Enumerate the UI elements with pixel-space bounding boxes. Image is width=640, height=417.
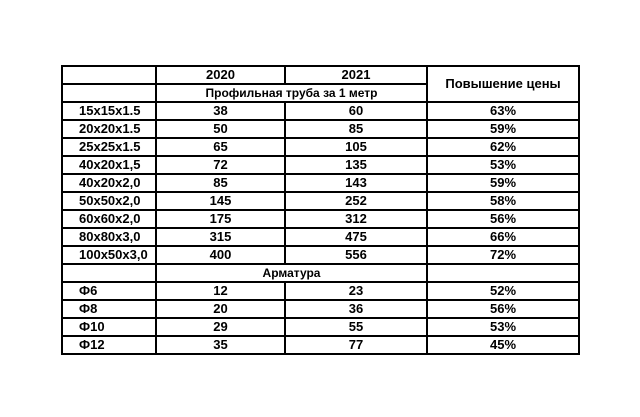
row-2021-cell: 475 — [285, 228, 427, 246]
section-header-empty-cell — [62, 84, 156, 102]
row-name-cell: 15x15x1.5 — [62, 102, 156, 120]
table-row — [62, 156, 579, 174]
row-name-cell: 80x80x3,0 — [62, 228, 156, 246]
table-row — [62, 210, 579, 228]
row-2020-cell: 400 — [156, 246, 285, 264]
row-name-cell: Ф8 — [62, 300, 156, 318]
row-2021-cell: 36 — [285, 300, 427, 318]
row-increase-cell: 56% — [427, 210, 579, 228]
row-increase-cell: 72% — [427, 246, 579, 264]
row-increase-cell: 53% — [427, 156, 579, 174]
table-row — [62, 192, 579, 210]
row-2021-cell: 135 — [285, 156, 427, 174]
row-2020-cell: 29 — [156, 318, 285, 336]
row-name-cell: 20x20x1.5 — [62, 120, 156, 138]
row-2020-cell: 12 — [156, 282, 285, 300]
row-name-cell: 100x50x3,0 — [62, 246, 156, 264]
section-header-empty-cell — [427, 264, 579, 282]
row-name-cell: Ф6 — [62, 282, 156, 300]
row-increase-cell: 59% — [427, 120, 579, 138]
table-row — [62, 282, 579, 300]
row-2021-cell: 312 — [285, 210, 427, 228]
row-2020-cell: 65 — [156, 138, 285, 156]
row-2021-cell: 105 — [285, 138, 427, 156]
section-header-empty-cell — [62, 264, 156, 282]
row-name-cell: 60x60x2,0 — [62, 210, 156, 228]
row-2021-cell: 556 — [285, 246, 427, 264]
row-name-cell: 40x20x1,5 — [62, 156, 156, 174]
row-increase-cell: 52% — [427, 282, 579, 300]
table-row — [62, 138, 579, 156]
row-increase-cell: 58% — [427, 192, 579, 210]
section-title-profile-pipe: Профильная труба за 1 метр — [156, 84, 427, 102]
row-increase-cell: 63% — [427, 102, 579, 120]
row-2020-cell: 72 — [156, 156, 285, 174]
row-2020-cell: 85 — [156, 174, 285, 192]
row-increase-cell: 56% — [427, 300, 579, 318]
header-year-2021: 2021 — [285, 66, 427, 84]
table-row — [62, 246, 579, 264]
table-row — [62, 336, 579, 354]
row-2020-cell: 20 — [156, 300, 285, 318]
row-2021-cell: 85 — [285, 120, 427, 138]
row-2021-cell: 77 — [285, 336, 427, 354]
row-2021-cell: 23 — [285, 282, 427, 300]
row-2020-cell: 35 — [156, 336, 285, 354]
price-table — [61, 65, 580, 355]
price-table-body — [62, 66, 579, 354]
header-price-increase: Повышение цены — [427, 66, 579, 102]
row-2020-cell: 145 — [156, 192, 285, 210]
row-name-cell: 50x50x2,0 — [62, 192, 156, 210]
row-increase-cell: 53% — [427, 318, 579, 336]
table-row — [62, 174, 579, 192]
row-2021-cell: 143 — [285, 174, 427, 192]
row-2020-cell: 315 — [156, 228, 285, 246]
row-name-cell: Ф10 — [62, 318, 156, 336]
table-row — [62, 318, 579, 336]
row-increase-cell: 66% — [427, 228, 579, 246]
row-name-cell: Ф12 — [62, 336, 156, 354]
row-2021-cell: 60 — [285, 102, 427, 120]
row-increase-cell: 45% — [427, 336, 579, 354]
section-header-row — [62, 264, 579, 282]
section-title-rebar: Арматура — [156, 264, 427, 282]
row-2021-cell: 55 — [285, 318, 427, 336]
row-2020-cell: 175 — [156, 210, 285, 228]
table-row — [62, 102, 579, 120]
table-row — [62, 300, 579, 318]
table-row — [62, 228, 579, 246]
row-increase-cell: 62% — [427, 138, 579, 156]
row-name-cell: 25x25x1.5 — [62, 138, 156, 156]
row-2020-cell: 50 — [156, 120, 285, 138]
row-2021-cell: 252 — [285, 192, 427, 210]
header-row — [62, 66, 579, 84]
row-name-cell: 40x20x2,0 — [62, 174, 156, 192]
header-year-2020: 2020 — [156, 66, 285, 84]
header-empty-cell — [62, 66, 156, 84]
row-2020-cell: 38 — [156, 102, 285, 120]
table-row — [62, 120, 579, 138]
row-increase-cell: 59% — [427, 174, 579, 192]
